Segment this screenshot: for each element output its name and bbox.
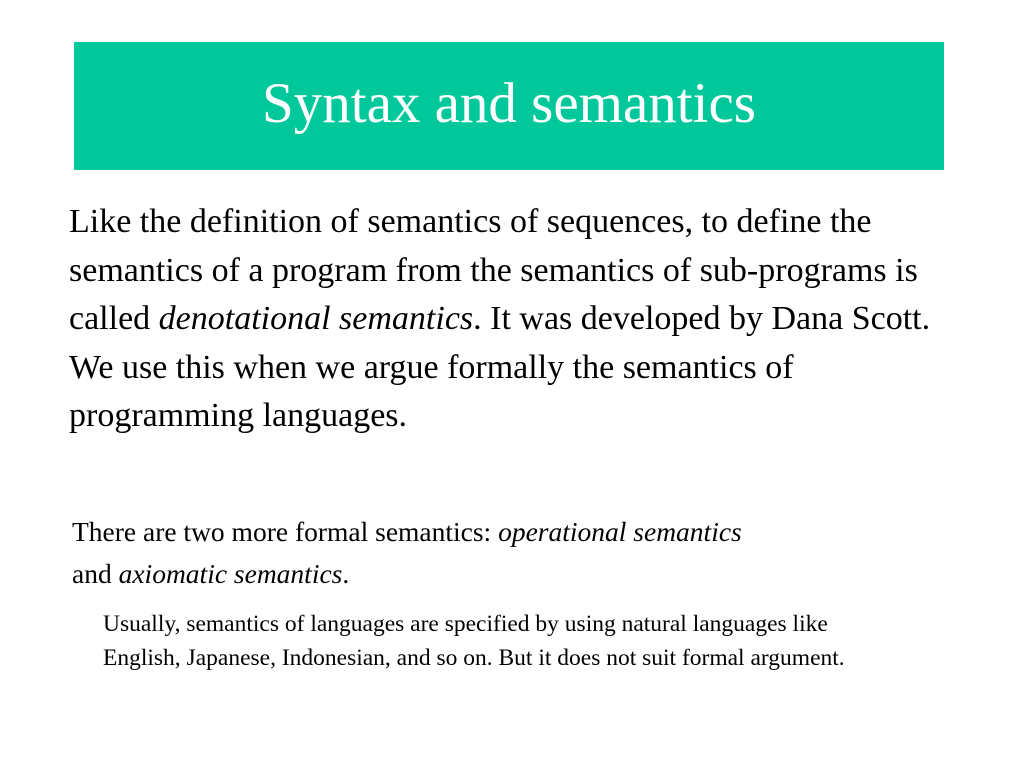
paragraph-text: There are two more formal semantics: (72, 516, 499, 547)
paragraph-text: . It was developed by Dana Scott. We use this when we argue formally the semantics of programming languages. (69, 300, 931, 434)
term-operational-semantics: operational semantics (498, 516, 742, 547)
paragraph-text: and (72, 558, 119, 589)
paragraph-natural-languages (103, 607, 903, 675)
paragraph-text: Like the definition of semantics of sequences, to define the semantics of a program from the semantics of sub-programs is called (69, 203, 918, 337)
slide-title: Syntax and semantics (262, 71, 756, 135)
term-denotational-semantics: denotational semantics (158, 300, 474, 337)
paragraph-other-semantics (72, 511, 942, 595)
title-banner (74, 42, 944, 170)
term-axiomatic-semantics: axiomatic semantics (118, 558, 343, 589)
paragraph-text: Usually, semantics of languages are specified by using natural languages like English, Japanese, Indonesian, and so on. But it does not suit formal argument. (103, 611, 845, 671)
paragraph-text: . (342, 558, 350, 589)
paragraph-denotational (69, 198, 939, 441)
